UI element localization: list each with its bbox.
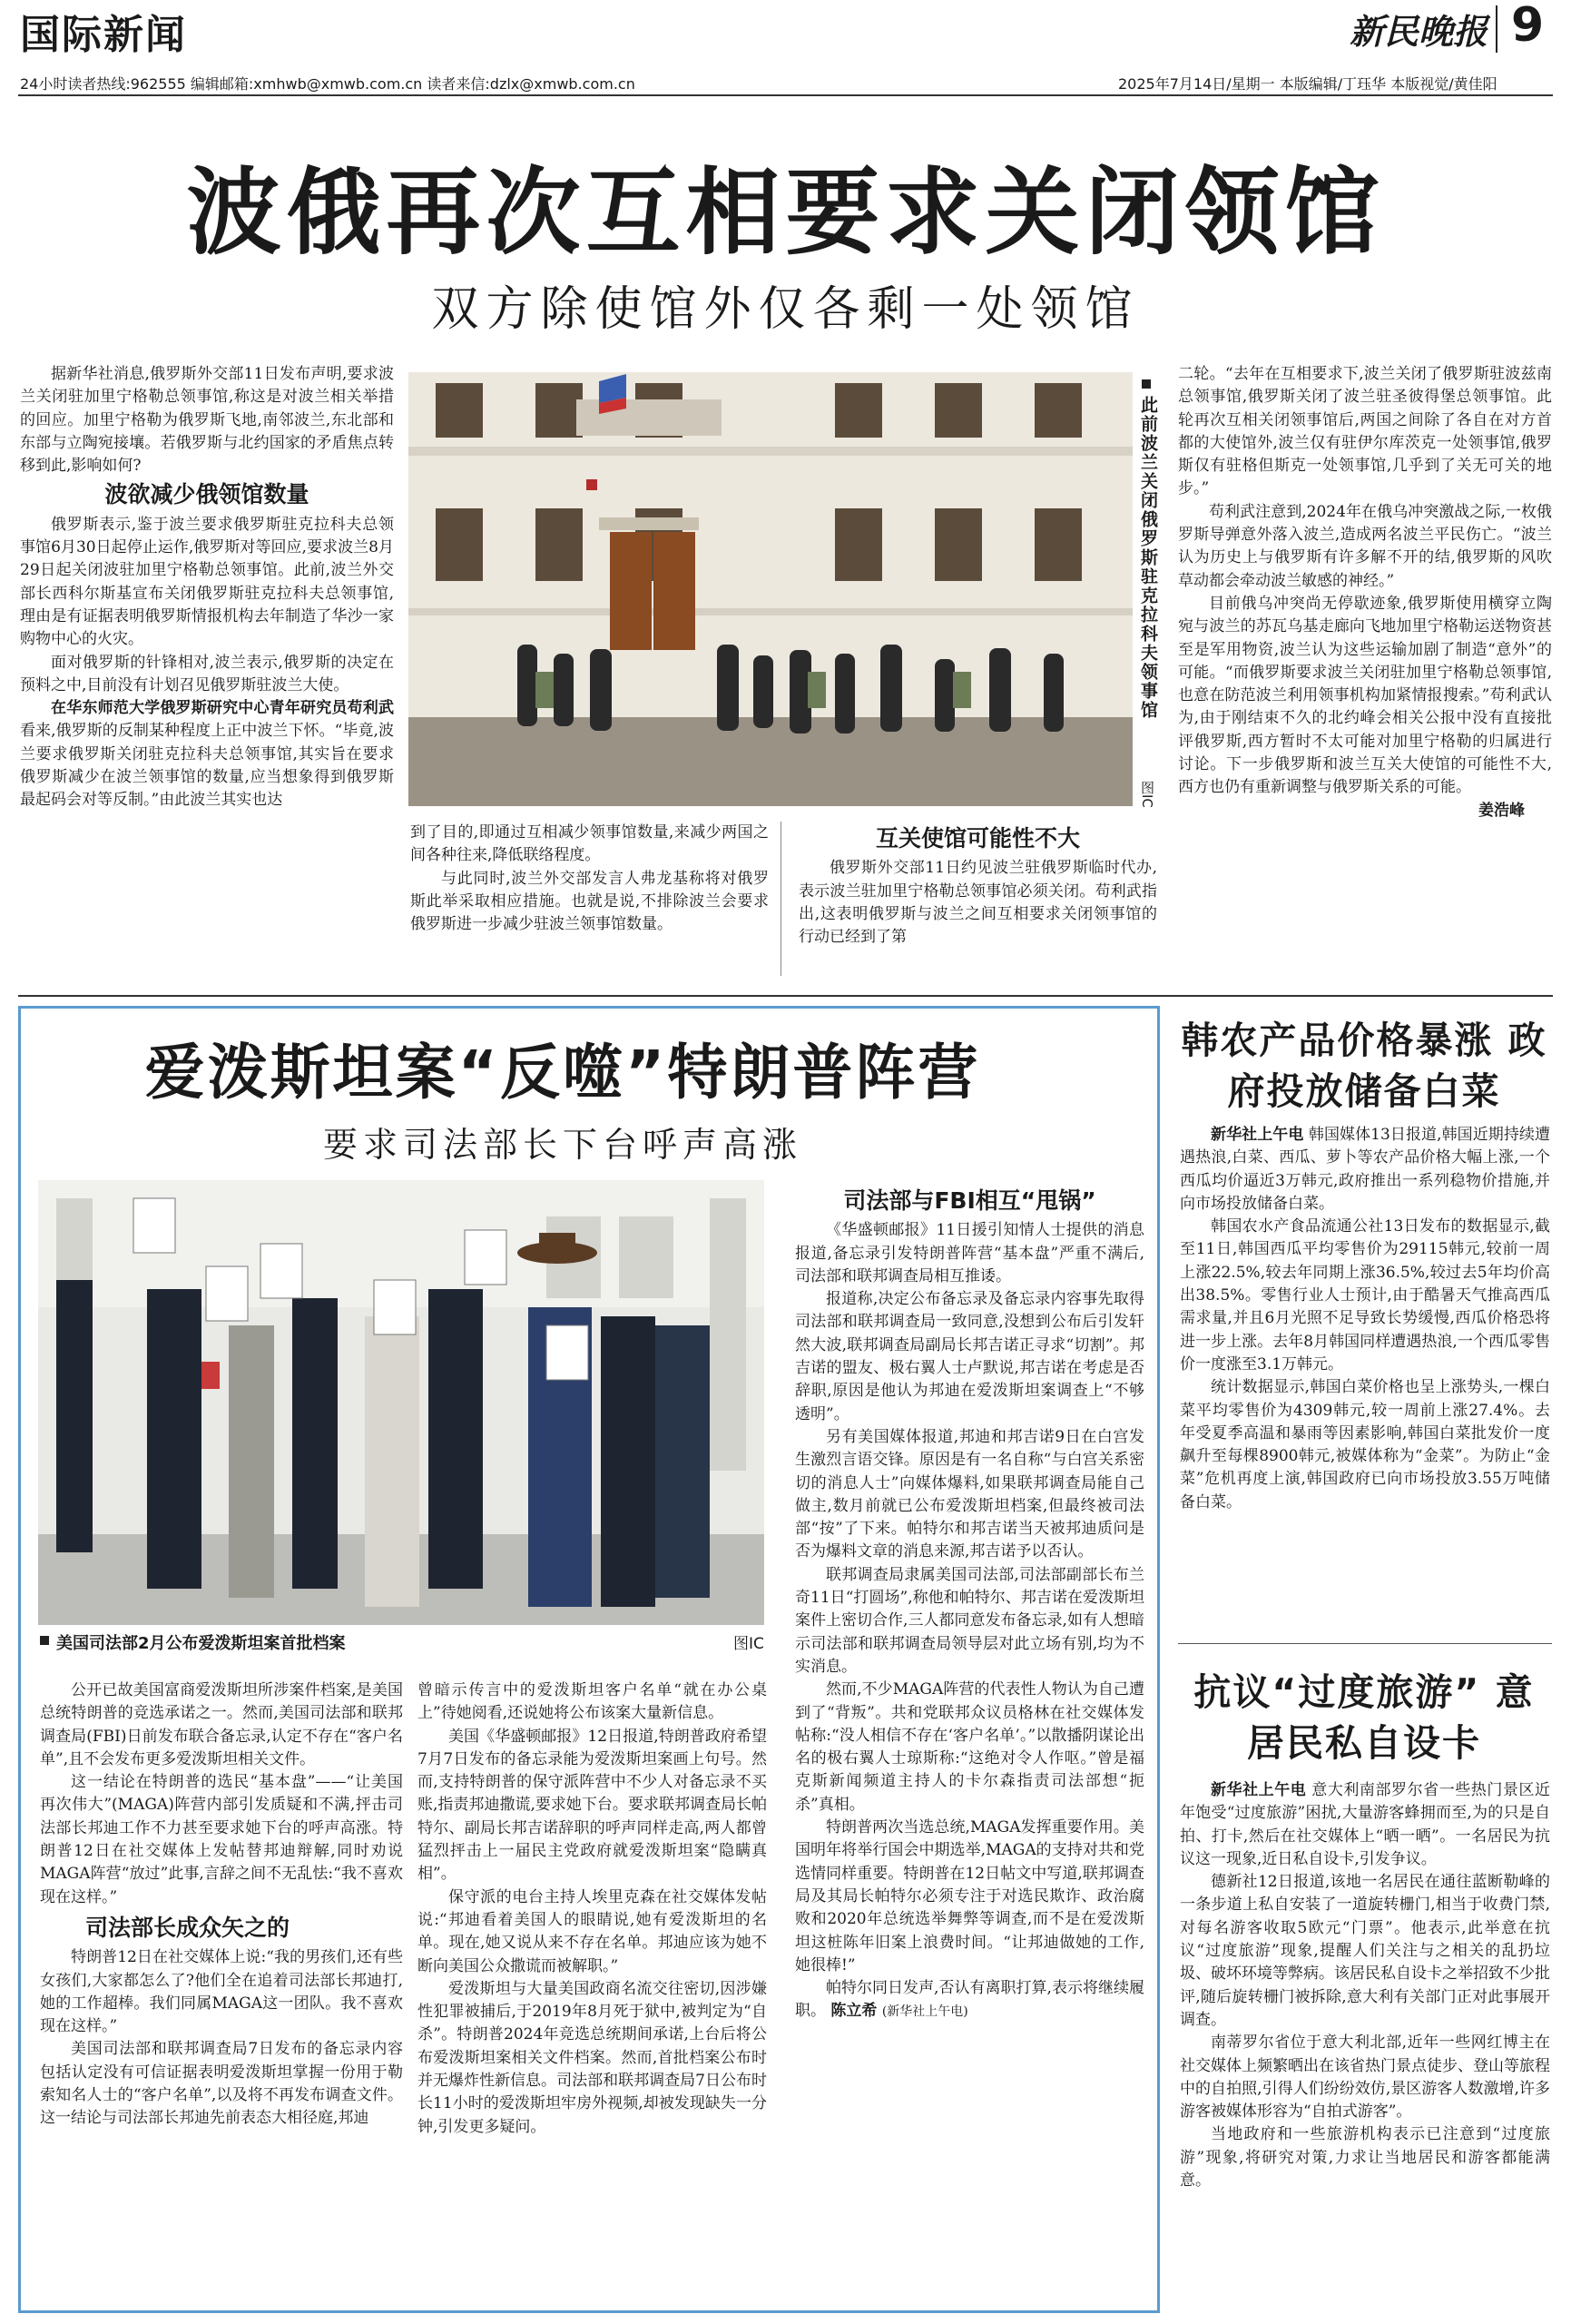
story2-column-2 [417,1679,767,2306]
paragraph: 美国司法部和联邦调查局7日发布的备忘录内容包括认定没有可信证据表明爱泼斯坦掌握一份用于勒索知名人士的“客户名单”,以及将不再发布调查文件。这一结论与司法部长邦迪先前表态大相径庭,邦迪 [40,2040,403,2128]
paragraph [1180,1779,1550,1871]
page-number: 9 [1511,0,1545,53]
story2-byline-source: (新华社上午电) [881,2004,968,2020]
paragraph [20,697,394,812]
story1-column-2 [410,822,769,981]
story1-photo-caption: 此前波兰关闭俄罗斯驻克拉科夫领事馆 [1138,396,1158,720]
story2-subheading-1: 司法部长成众矢之的 [85,1914,290,1941]
section-rule [1178,1643,1552,1644]
paragraph: 这一结论在特朗普的选民“基本盘”——“让美国再次伟大”(MAGA)阵营内部引发质疑和不满,抨击司法部长邦迪工作不力甚至要求她下台的呼声高涨。特朗普12日在社交媒体上发帖替邦迪辩解,同时劝说MAGA阵营“放过”此事,言辞之间不无乱怯:“我不喜欢现在这样。” [40,1773,403,1906]
paragraph: 特朗普12日在社交媒体上说:“我的男孩们,还有些女孩们,大家都怎么了?他们全在追着司法部长邦迪打,她的工作超棒。我们同属MAGA这一团队。我不喜欢现在这样。” [40,1948,403,2036]
paragraph-text: 看来,俄罗斯的反制某种程度上正中波兰下怀。“毕竟,波兰要求俄罗斯关闭驻克拉科夫总领事馆,其实旨在要求俄罗斯减少在波兰领事馆的数量,应当想象得到俄罗斯最起码会对等反制。”由此波兰其实也达 [20,722,394,810]
story1-column-3 [799,822,1157,981]
expert-name: 在华东师范大学俄罗斯研究中心青年研究员苟利武 [51,699,394,718]
masthead-divider [1496,5,1497,53]
paragraph: 保守派的电台主持人埃里克森在社交媒体发帖说:“邦迪看着美国人的眼睛说,她有爱泼斯坦的名单。现在,她又说从来不存在名单。邦迪应该为她不断向美国公众撒谎而被解职。” [417,1887,767,1975]
paragraph: 另有美国媒体报道,邦迪和邦吉诺9日在白宫发生激烈言语交锋。原因是有一名自称“与白宫关系密切的消息人士”向媒体爆料,如果联邦调查局能自己做主,数月前就已公布爱泼斯坦档案,但最终被司法部“按”了下来。帕特尔和邦吉诺当天被邦迪质问是否为爆料文章的消息来源,邦吉诺予以否认。 [795,1427,1144,1561]
paragraph: 美国《华盛顿邮报》12日报道,特朗普政府希望7月7日发布的备忘录能为爱泼斯坦案画上句号。然而,支持特朗普的保守派阵营中不少人对备忘录不买账,指责邦迪撒谎,要求她下台。要求联邦调查局长帕特尔、副局长邦吉诺辞职的呼声同样走高,两人都曾猛烈抨击上一届民主党政府就爱泼斯坦案“隐瞒真相”。 [417,1727,767,1884]
paragraph: 《华盛顿邮报》11日援引知情人士提供的消息报道,备忘录引发特朗普阵营“基本盘”严重不满后,司法部和联邦调查局相互推诿。 [795,1221,1144,1285]
paragraph: 二轮。“去年在互相要求下,波兰关闭了俄罗斯驻波兹南总领事馆,俄罗斯关闭了波兰驻圣彼得堡总领事馆。此轮再次互相关闭领事馆后,两国之间除了各自在对方首都的大使馆外,波兰仅有驻伊尔库茨克一处领事馆,俄罗斯仅有驻格但斯克一处领事馆,几乎到了关无可关的地步。” [1178,365,1552,498]
story1-column-1 [20,363,394,980]
story3-lead-tag: 新华社上午电 [1211,1126,1304,1144]
paragraph: 俄罗斯外交部11日约见波兰驻俄罗斯临时代办,表示波兰驻加里宁格勒总领事馆必须关闭。苟利武指出,这表明俄罗斯与波兰之间互相要求关闭领事馆的行动已经到了第 [799,859,1157,947]
story1-subheading-1: 波欲减少俄领馆数量 [104,481,309,508]
paragraph: 德新社12日报道,该地一名居民在通往蓝断勒峰的一条步道上私自安装了一道旋转栅门,相当于收费门禁,对每名游客收取5欧元“门票”。他表示,此举意在抗议“过度旅游”现象,提醒人们关注与之相关的乱扔垃圾、破坏环境等弊病。该居民私自设卡之举招致不少批评,随后旋转栅门被拆除,意大利有关部门正对此事展开调查。 [1180,1873,1550,2029]
section-rule [18,995,1553,997]
paragraph: 据新华社消息,俄罗斯外交部11日发布声明,要求波兰关闭驻加里宁格勒总领事馆,称这是对波兰相关举措的回应。加里宁格勒为俄罗斯飞地,南邻波兰,东北部和东部与立陶宛接壤。若俄罗斯与北约国家的矛盾焦点转移到此,影响如何? [20,365,394,476]
story2-headline: 爱泼斯坦案“反噬”特朗普阵营 [144,1038,981,1108]
paragraph: 然而,不少MAGA阵营的代表性人物认为自己遭到了“背叛”。共和党联邦众议员格林在社交媒体发帖称:“没人相信不存在‘客户名单’。”以散播阴谋论出名的极右翼人士琼斯称:“这绝对令人作呕。”曾是福克斯新闻频道主持人的卡尔森指责司法部想“扼杀”真相。 [795,1680,1144,1814]
story2-column-3 [795,1184,1144,2306]
story1-subhead: 双方除使馆外仅各剩一处领馆 [431,282,1140,337]
paragraph: 目前俄乌冲突尚无停歇迹象,俄罗斯使用横穿立陶宛与波兰的苏瓦乌基走廊向飞地加里宁格勒运送物资甚至是军用物资,波兰认为这些运输加剧了制造“意外”的可能。“而俄罗斯要求波兰关闭驻加里宁格勒总领事馆,也意在防范波兰利用领事机构加紧情报搜索。”苟利武认为,由于刚结束不久的北约峰会相关公报中没有直接批评俄罗斯,西方暂时不太可能对加里宁格勒的归属进行讨论。下一步俄罗斯和波兰互关大使馆的可能性不大,西方也仍有重新调整与俄罗斯关系的可能。 [1178,594,1552,797]
paragraph: 特朗普两次当选总统,MAGA发挥重要作用。美国明年将举行国会中期选举,MAGA的支持对共和党选情同样重要。特朗普在12日帖文中写道,联邦调查局及其局长帕特尔必须专注于对选民欺诈、政治腐败和2020年总统选举舞弊等调查,而不是在爱泼斯坦这桩陈年旧案上浪费时间。“让邦迪做她的工作,她很棒!” [795,1818,1144,1974]
story4-headline: 抗议“过度旅游” 意居民私自设卡 [1193,1670,1535,1765]
story1-photo-credit: 图IC [1139,781,1155,808]
header-rule [18,94,1553,96]
story4-body [1180,1779,1550,2315]
story2-subheading-2: 司法部与FBI相互“甩锅” [843,1187,1096,1214]
story1-byline: 姜浩峰 [1478,801,1525,820]
story2-photo [38,1180,764,1625]
story1-photo [408,372,1133,806]
masthead: 新民晚报 [1350,11,1488,52]
paragraph: 南蒂罗尔省位于意大利北部,近年一些网红博主在社交媒体上频繁晒出在该省热门景点徒步、登山等旅程中的自拍照,引得人们纷纷效仿,景区游客人数激增,许多游客被媒体形容为“自拍式游客”。 [1180,2034,1550,2122]
header-info-right: 2025年7月14日/星期一 本版编辑/丁珏华 本版视觉/黄佳阳 [1118,75,1497,93]
paragraph: 苟利武注意到,2024年在俄乌冲突激战之际,一枚俄罗斯导弹意外落入波兰,造成两名波兰平民伤亡。“波兰认为历史上与俄罗斯有许多解不开的结,俄罗斯的风吹草动都会牵动波兰敏感的神经。” [1178,502,1552,590]
paragraph: 公开已故美国富商爱泼斯坦所涉案件档案,是美国总统特朗普的竞选承诺之一。然而,美国司法部和联邦调查局(FBI)日前发布联合备忘录,认定不存在“客户名单”,且不会发布更多爱泼斯坦相关文件。 [40,1681,403,1768]
paragraph: 联邦调查局隶属美国司法部,司法部副部长布兰奇11日“打圆场”,称他和帕特尔、邦吉诺在爱泼斯坦案件上密切合作,三人都同意发布备忘录,如有人想暗示司法部和联邦调查局领导层对此立场有别,均为不实消息。 [795,1565,1144,1676]
caption-marker [1142,379,1151,389]
story2-byline: 陈立希 [830,2002,878,2021]
paragraph: 面对俄罗斯的针锋相对,波兰表示,俄罗斯的决定在预料之中,目前没有计划召见俄罗斯驻波兰大使。 [20,653,394,694]
paragraph: 当地政府和一些旅游机构表示已注意到“过度旅游”现象,将研究对策,力求让当地居民和游客都能满意。 [1180,2125,1550,2191]
paragraph: 韩国农水产食品流通公社13日发布的数据显示,截至11日,韩国西瓜平均零售价为29115韩元,较前一周上涨22.5%,较去年同期上涨36.5%,较过去5年均价高出38.5%。零售行业人士预计,由于酷暑天气推高西瓜需求量,并且6月光照不足导致长势缓慢,西瓜价格恐将进一步上涨。去年8月韩国同样遭遇热浪,一个西瓜零售价一度涨至3.1万韩元。 [1180,1217,1550,1374]
paragraph: 统计数据显示,韩国白菜价格也呈上涨势头,一棵白菜平均零售价为4309韩元,较一周前上涨27.4%。去年受夏季高温和暴雨等因素影响,韩国白菜批发价一度飙升至每棵8900韩元,被媒体称为“金菜”。为防止“金菜”危机再度上演,韩国政府已向市场投放3.55万吨储备白菜。 [1180,1378,1550,1512]
story1-headline: 波俄再次互相要求关闭领馆 [186,157,1385,268]
story2-subhead: 要求司法部长下台呼声高涨 [322,1125,802,1165]
paragraph: 与此同时,波兰外交部发言人弗龙基称将对俄罗斯此举采取相应措施。也就是说,不排除波兰会要求俄罗斯进一步减少驻波兰领事馆数量。 [410,869,769,934]
paragraph: 报道称,决定公布备忘录及备忘录内容事先取得司法部和联邦调查局一致同意,没想到公布后引发轩然大波,联邦调查局副局长邦吉诺正寻求“切割”。邦吉诺的盟友、极右翼人士卢默说,邦吉诺在考虑是否辞职,原因是他认为邦迪在爱泼斯坦案调查上“不够透明”。 [795,1290,1144,1423]
paragraph [1180,1124,1550,1216]
story2-photo-credit: 图IC [733,1635,764,1653]
section-title: 国际新闻 [20,12,187,58]
paragraph: 曾暗示传言中的爱泼斯坦客户名单“就在办公桌上”待她阅看,还说她将公布该案大量新信息。 [417,1681,767,1723]
story2-column-1 [40,1679,403,2306]
story4-lead-tag: 新华社上午电 [1211,1781,1307,1799]
paragraph [795,1977,1144,2024]
caption-marker [40,1636,49,1645]
paragraph: 爱泼斯坦与大量美国政商名流交往密切,因涉嫌性犯罪被捕后,于2019年8月死于狱中,被判定为“自杀”。特朗普2024年竞选总统期间承诺,上台后将公布爱泼斯坦案相关文件档案。然而,首批档案公布时并无爆炸性新信息。司法部和联邦调查局7日公布时长11小时的爱泼斯坦牢房外视频,却被发现缺失一分钟,引发更多疑问。 [417,1979,767,2136]
story1-column-4 [1178,363,1552,980]
story3-headline: 韩农产品价格暴涨 政府投放储备白菜 [1181,1019,1547,1113]
paragraph: 到了目的,即通过互相减少领事馆数量,来减少两国之间各种往来,降低联络程度。 [410,823,769,865]
story2-photo-caption: 美国司法部2月公布爱泼斯坦案首批档案 [56,1634,346,1653]
header-info-left: 24小时读者热线:962555 编辑邮箱:xmhwb@xmwb.com.cn 读者来信:dzlx@xmwb.com.cn [20,75,635,93]
paragraph-text: 帕特尔同日发声,否认有离职打算,表示将继续履职。 [795,1979,1144,2021]
story1-subheading-2: 互关使馆可能性不大 [875,825,1080,852]
paragraph-text: 意大利南部罗尔省一些热门景区近年饱受“过度旅游”困扰,大量游客蜂拥而至,为的只是自拍、打卡,然后在社交媒体上“晒一晒”。一名居民为抗议这一现象,近日私自设卡,引发争议。 [1180,1781,1550,1868]
paragraph-text: 韩国媒体13日报道,韩国近期持续遭遇热浪,白菜、西瓜、萝卜等农产品价格大幅上涨,一个西瓜均价逼近3万韩元,政府推出一系列稳物价措施,并向市场投放储备白菜。 [1180,1126,1550,1213]
story3-body [1180,1124,1550,1514]
paragraph: 俄罗斯表示,鉴于波兰要求俄罗斯驻克拉科夫总领事馆6月30日起停止运作,俄罗斯对等回应,要求波兰8月29日起关闭波驻加里宁格勒总领事馆。此前,波兰外交部长西科尔斯基宣布关闭俄罗斯驻克拉科夫总领事馆,理由是有证据表明俄罗斯情报机构去年制造了华沙一家购物中心的火灾。 [20,515,394,649]
